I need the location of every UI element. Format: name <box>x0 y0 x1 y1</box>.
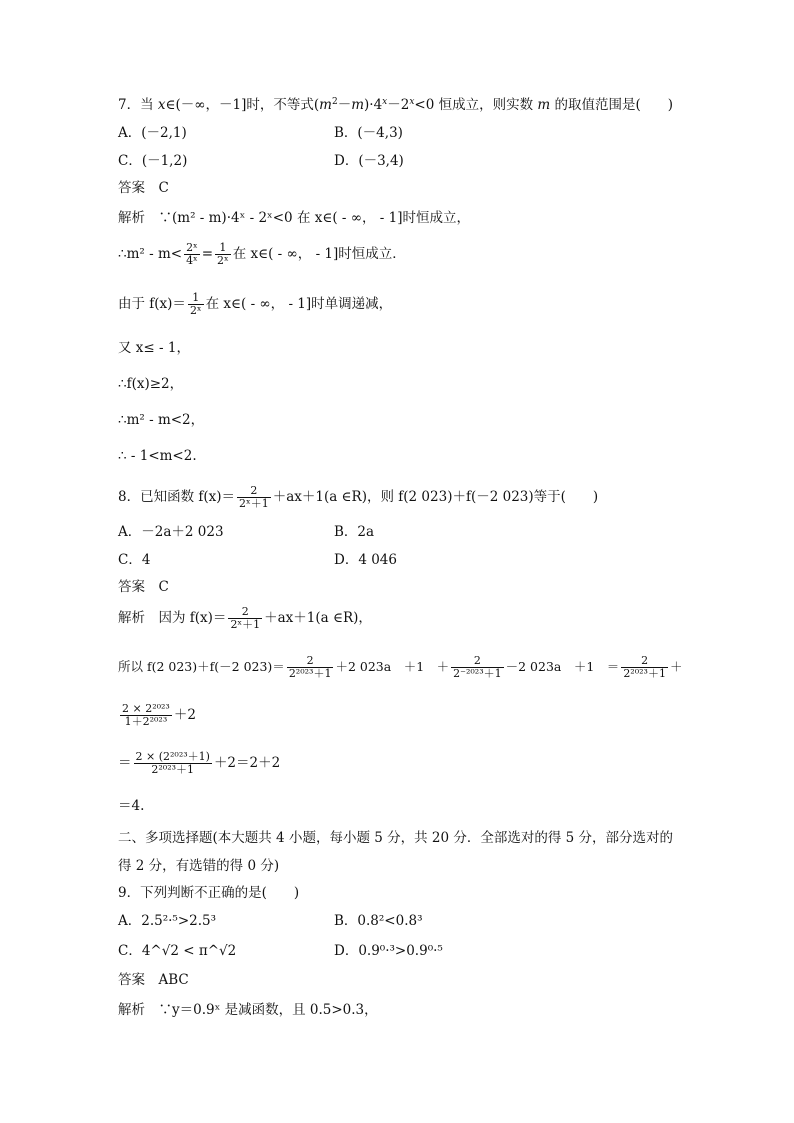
q9-answer: 答案 ABC <box>118 972 189 988</box>
text: x <box>382 97 388 107</box>
denominator: 2ˣ <box>217 254 229 267</box>
q9-option-c: C．4^√2 < π^√2 <box>118 943 237 959</box>
denominator: 1＋2²⁰²³ <box>124 715 168 728</box>
q7-option-a: A．(－2,1) <box>118 125 187 141</box>
text: ∴m² - m< <box>118 246 183 262</box>
q9-option-d: D．0.9⁰·³>0.9⁰·⁵ <box>334 943 443 959</box>
q9-solution-line-1: 解析 ∵y＝0.9ˣ 是减函数，且 0.5>0.3， <box>118 1002 378 1018</box>
section-heading-line-2: 得 2 分，有选错的得 0 分) <box>118 858 280 874</box>
fraction <box>215 242 231 267</box>
text: ＋2 023a ＋1 ＋ <box>335 659 450 674</box>
q7-option-b: B．(－4,3) <box>334 125 403 141</box>
numerator: 2ˣ <box>186 241 198 254</box>
q7-option-d: D．(－3,4) <box>334 153 404 169</box>
fraction <box>184 242 200 267</box>
q9-stem: 9．下列判断不正确的是( ) <box>118 885 300 901</box>
q8-solution-line-4 <box>118 748 280 778</box>
text: ＋ax＋1(a ∈R)， <box>264 610 372 626</box>
text: ＋ax＋1(a ∈R)，则 f(2 023)＋f(－2 023)等于( ) <box>272 489 599 505</box>
text: 8．已知函数 f(x)＝ <box>118 489 236 505</box>
fraction <box>188 292 204 317</box>
numerator: 1 <box>215 242 231 255</box>
text: m <box>319 97 332 113</box>
text: － <box>337 97 352 113</box>
numerator: 2 <box>451 655 503 668</box>
fraction <box>237 485 271 510</box>
text: －2 <box>387 97 410 113</box>
text: 7．当 <box>118 97 158 113</box>
q8-option-b: B．2a <box>334 524 375 540</box>
q9-option-a: A．2.5²·⁵>2.5³ <box>118 913 217 929</box>
q7-solution-line-6: ∴m² - m<2， <box>118 412 205 428</box>
text: = <box>201 246 214 262</box>
text: －2 023a ＋1 ＝ <box>505 659 620 674</box>
fraction <box>228 606 262 631</box>
numerator: 2 <box>287 655 334 668</box>
fraction <box>120 703 172 728</box>
q7-solution-line-1: 解析 ∵(m² - m)·4ˣ - 2ˣ<0 在 x∈( - ∞， - 1]时恒成立， <box>118 210 470 226</box>
denominator: 2ˣ＋1 <box>239 497 269 510</box>
denominator: 2⁻²⁰²³＋1 <box>453 667 502 680</box>
text: 由于 f(x)＝ <box>118 296 186 312</box>
denominator: 4ˣ <box>186 254 198 267</box>
numerator: 1 <box>188 292 204 305</box>
numerator: 2 × (2²⁰²³＋1) <box>135 750 210 763</box>
fraction <box>134 751 212 776</box>
q7-stem <box>118 96 673 114</box>
numerator: 2 × 2²⁰²³ <box>122 702 170 715</box>
denominator: 2²⁰²³＋1 <box>288 667 332 680</box>
numerator: 2 <box>237 485 271 498</box>
text: 在 x∈( - ∞， - 1]时恒成立． <box>232 246 406 262</box>
text: m <box>537 97 551 113</box>
q7-solution-line-4: 又 x≤ - 1， <box>118 340 190 356</box>
text: 所以 f(2 023)＋f(－2 023)＝ <box>118 659 285 674</box>
numerator: 2 <box>621 655 668 668</box>
text: ＋2＝2＋2 <box>213 755 281 771</box>
q7-solution-line-3 <box>118 290 392 318</box>
fraction <box>287 655 334 680</box>
text: x <box>409 97 415 107</box>
q7-option-c: C．(－1,2) <box>118 153 188 169</box>
q8-option-a: A．－2a＋2 023 <box>118 524 224 540</box>
denominator: 2ˣ＋1 <box>230 618 261 631</box>
denominator: 2²⁰²³＋1 <box>151 763 195 776</box>
text: x <box>157 97 166 113</box>
text: 2 <box>331 97 338 107</box>
section-heading-line-1: 二、多项选择题(本大题共 4 小题，每小题 5 分，共 20 分．全部选对的得 5 分，部分选对的 <box>118 830 674 846</box>
text: ＋2 <box>173 707 196 723</box>
q9-option-b: B．0.8²<0.8³ <box>334 913 423 929</box>
q8-solution-line-2 <box>118 652 682 682</box>
q7-answer: 答案 C <box>118 180 169 196</box>
text: 在 x∈( - ∞， - 1]时单调递减， <box>205 296 393 312</box>
text: m <box>351 97 365 113</box>
text: ＋ <box>669 659 683 674</box>
denominator: 2ˣ <box>189 304 202 317</box>
q8-option-c: C．4 <box>118 552 151 568</box>
q8-solution-line-5: ＝4. <box>118 798 145 814</box>
text: 解析 因为 f(x)＝ <box>118 610 227 626</box>
q7-solution-line-7: ∴ - 1<m<2. <box>118 448 197 464</box>
numerator: 2 <box>228 606 262 619</box>
q8-answer: 答案 C <box>118 579 169 595</box>
text: )·4 <box>364 97 383 113</box>
q8-option-d: D．4 046 <box>334 552 397 568</box>
q7-solution-line-5: ∴f(x)≥2， <box>118 376 184 392</box>
text: <0 恒成立，则实数 <box>414 97 538 113</box>
text: 的取值范围是( ) <box>550 97 674 113</box>
fraction <box>451 655 503 680</box>
denominator: 2²⁰²³＋1 <box>623 667 666 680</box>
q7-solution-line-2 <box>118 240 406 268</box>
q8-solution-line-1 <box>118 603 372 633</box>
q8-stem <box>118 482 598 512</box>
fraction <box>621 655 668 680</box>
text: ∈(－∞，－1]时，不等式( <box>165 97 320 113</box>
q8-solution-line-3 <box>118 700 196 730</box>
text: ＝ <box>118 755 132 771</box>
